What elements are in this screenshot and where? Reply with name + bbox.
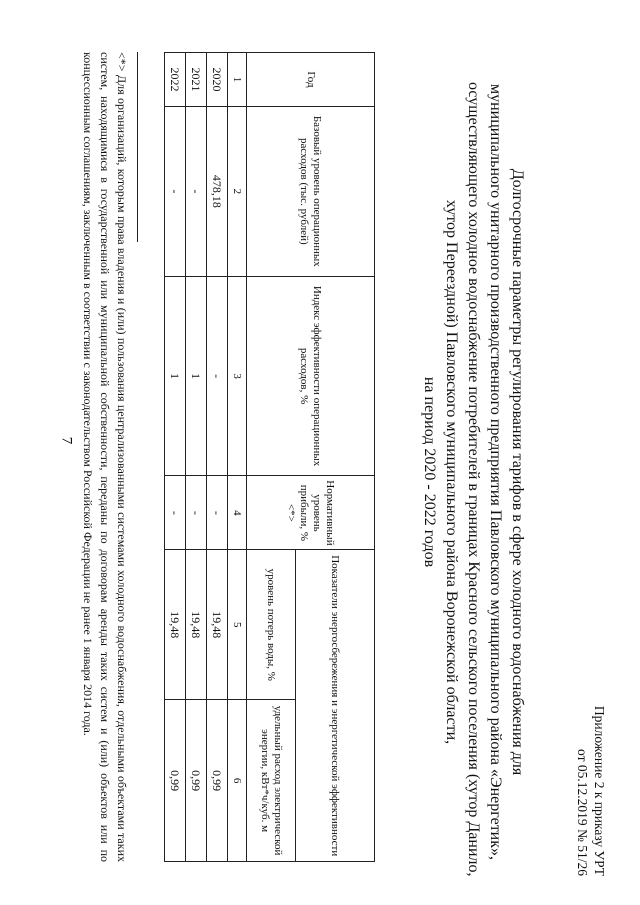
cell-efficiency-index: 1 bbox=[186, 276, 207, 476]
footnote: <*> Для организаций, которым права владения и (или) пользования централизованными системами холодного водоснабжения, отдельными объектами таких систем, находящимися в государственной или муниципальной собственности, переданы по договорам аренды таких систем и (или) объектов или по концессионным соглашениям, заключенным в соответствии с законодательством Российской Федерации не ранее 1 января 2014 года. bbox=[81, 52, 129, 862]
footnote-divider bbox=[137, 52, 138, 242]
cell-profit-level: - bbox=[165, 476, 186, 550]
rotated-document bbox=[20, 22, 610, 892]
cell-electricity: 0,99 bbox=[186, 700, 207, 862]
table-row bbox=[165, 53, 186, 862]
header-efficiency-index: Индекс эффективности операционных расходов, % bbox=[247, 276, 375, 476]
header-energy-group: Показатели энергосбережения и энергетической эффективности bbox=[296, 550, 375, 862]
table-row bbox=[186, 53, 207, 862]
title-line: муниципального унитарного производственного предприятия Павловского муниципального района «Энергетик», bbox=[487, 83, 504, 861]
column-number: 1 bbox=[228, 53, 247, 107]
cell-base-costs: - bbox=[165, 106, 186, 276]
header-electricity: удельный расход электрической энергии, кВт*ч/куб. м bbox=[247, 700, 296, 862]
column-number-row bbox=[228, 53, 247, 862]
column-number: 5 bbox=[228, 550, 247, 700]
table-header-row bbox=[296, 53, 375, 862]
cell-efficiency-index: - bbox=[207, 276, 228, 476]
title-line: Долгосрочные параметры регулирования тарифов в сфере холодного водоснабжения для bbox=[509, 168, 526, 776]
header-year: Год bbox=[247, 53, 375, 107]
column-number: 2 bbox=[228, 106, 247, 276]
page-number: 7 bbox=[58, 436, 75, 445]
cell-water-loss: 19,48 bbox=[186, 550, 207, 700]
tariff-parameters-table bbox=[164, 52, 375, 862]
cell-water-loss: 19,48 bbox=[165, 550, 186, 700]
header-profit-level: Нормативный уровень прибыли, % <*> bbox=[247, 476, 375, 550]
cell-efficiency-index: 1 bbox=[165, 276, 186, 476]
approval-line: Приложение 2 к приказу УРТ bbox=[592, 705, 607, 876]
cell-electricity: 0,99 bbox=[165, 700, 186, 862]
column-number: 4 bbox=[228, 476, 247, 550]
cell-base-costs: - bbox=[186, 106, 207, 276]
title-line: хутор Переездной) Павловского муниципального района Воронежской области, bbox=[443, 199, 460, 745]
title-line: осуществляющего холодное водоснабжение потребителей в границах Красного сельского поселения (хутор Данило, bbox=[465, 82, 482, 877]
cell-base-costs: 478,18 bbox=[207, 106, 228, 276]
title-line: на период 2020 - 2022 годов bbox=[421, 376, 438, 568]
cell-year: 2020 bbox=[207, 53, 228, 107]
column-number: 3 bbox=[228, 276, 247, 476]
cell-water-loss: 19,48 bbox=[207, 550, 228, 700]
cell-electricity: 0,99 bbox=[207, 700, 228, 862]
approval-date-line: от 05.12.2019 № 51/26 bbox=[575, 749, 590, 876]
cell-year: 2021 bbox=[186, 53, 207, 107]
document-title bbox=[418, 82, 528, 877]
table-row bbox=[207, 53, 228, 862]
header-base-costs: Базовый уровень операционных расходов (тыс. рублей) bbox=[247, 106, 375, 276]
cell-profit-level: - bbox=[207, 476, 228, 550]
header-water-loss: уровень потерь воды, % bbox=[247, 550, 296, 700]
cell-year: 2022 bbox=[165, 53, 186, 107]
column-number: 6 bbox=[228, 700, 247, 862]
cell-profit-level: - bbox=[186, 476, 207, 550]
approval-note bbox=[574, 706, 608, 876]
